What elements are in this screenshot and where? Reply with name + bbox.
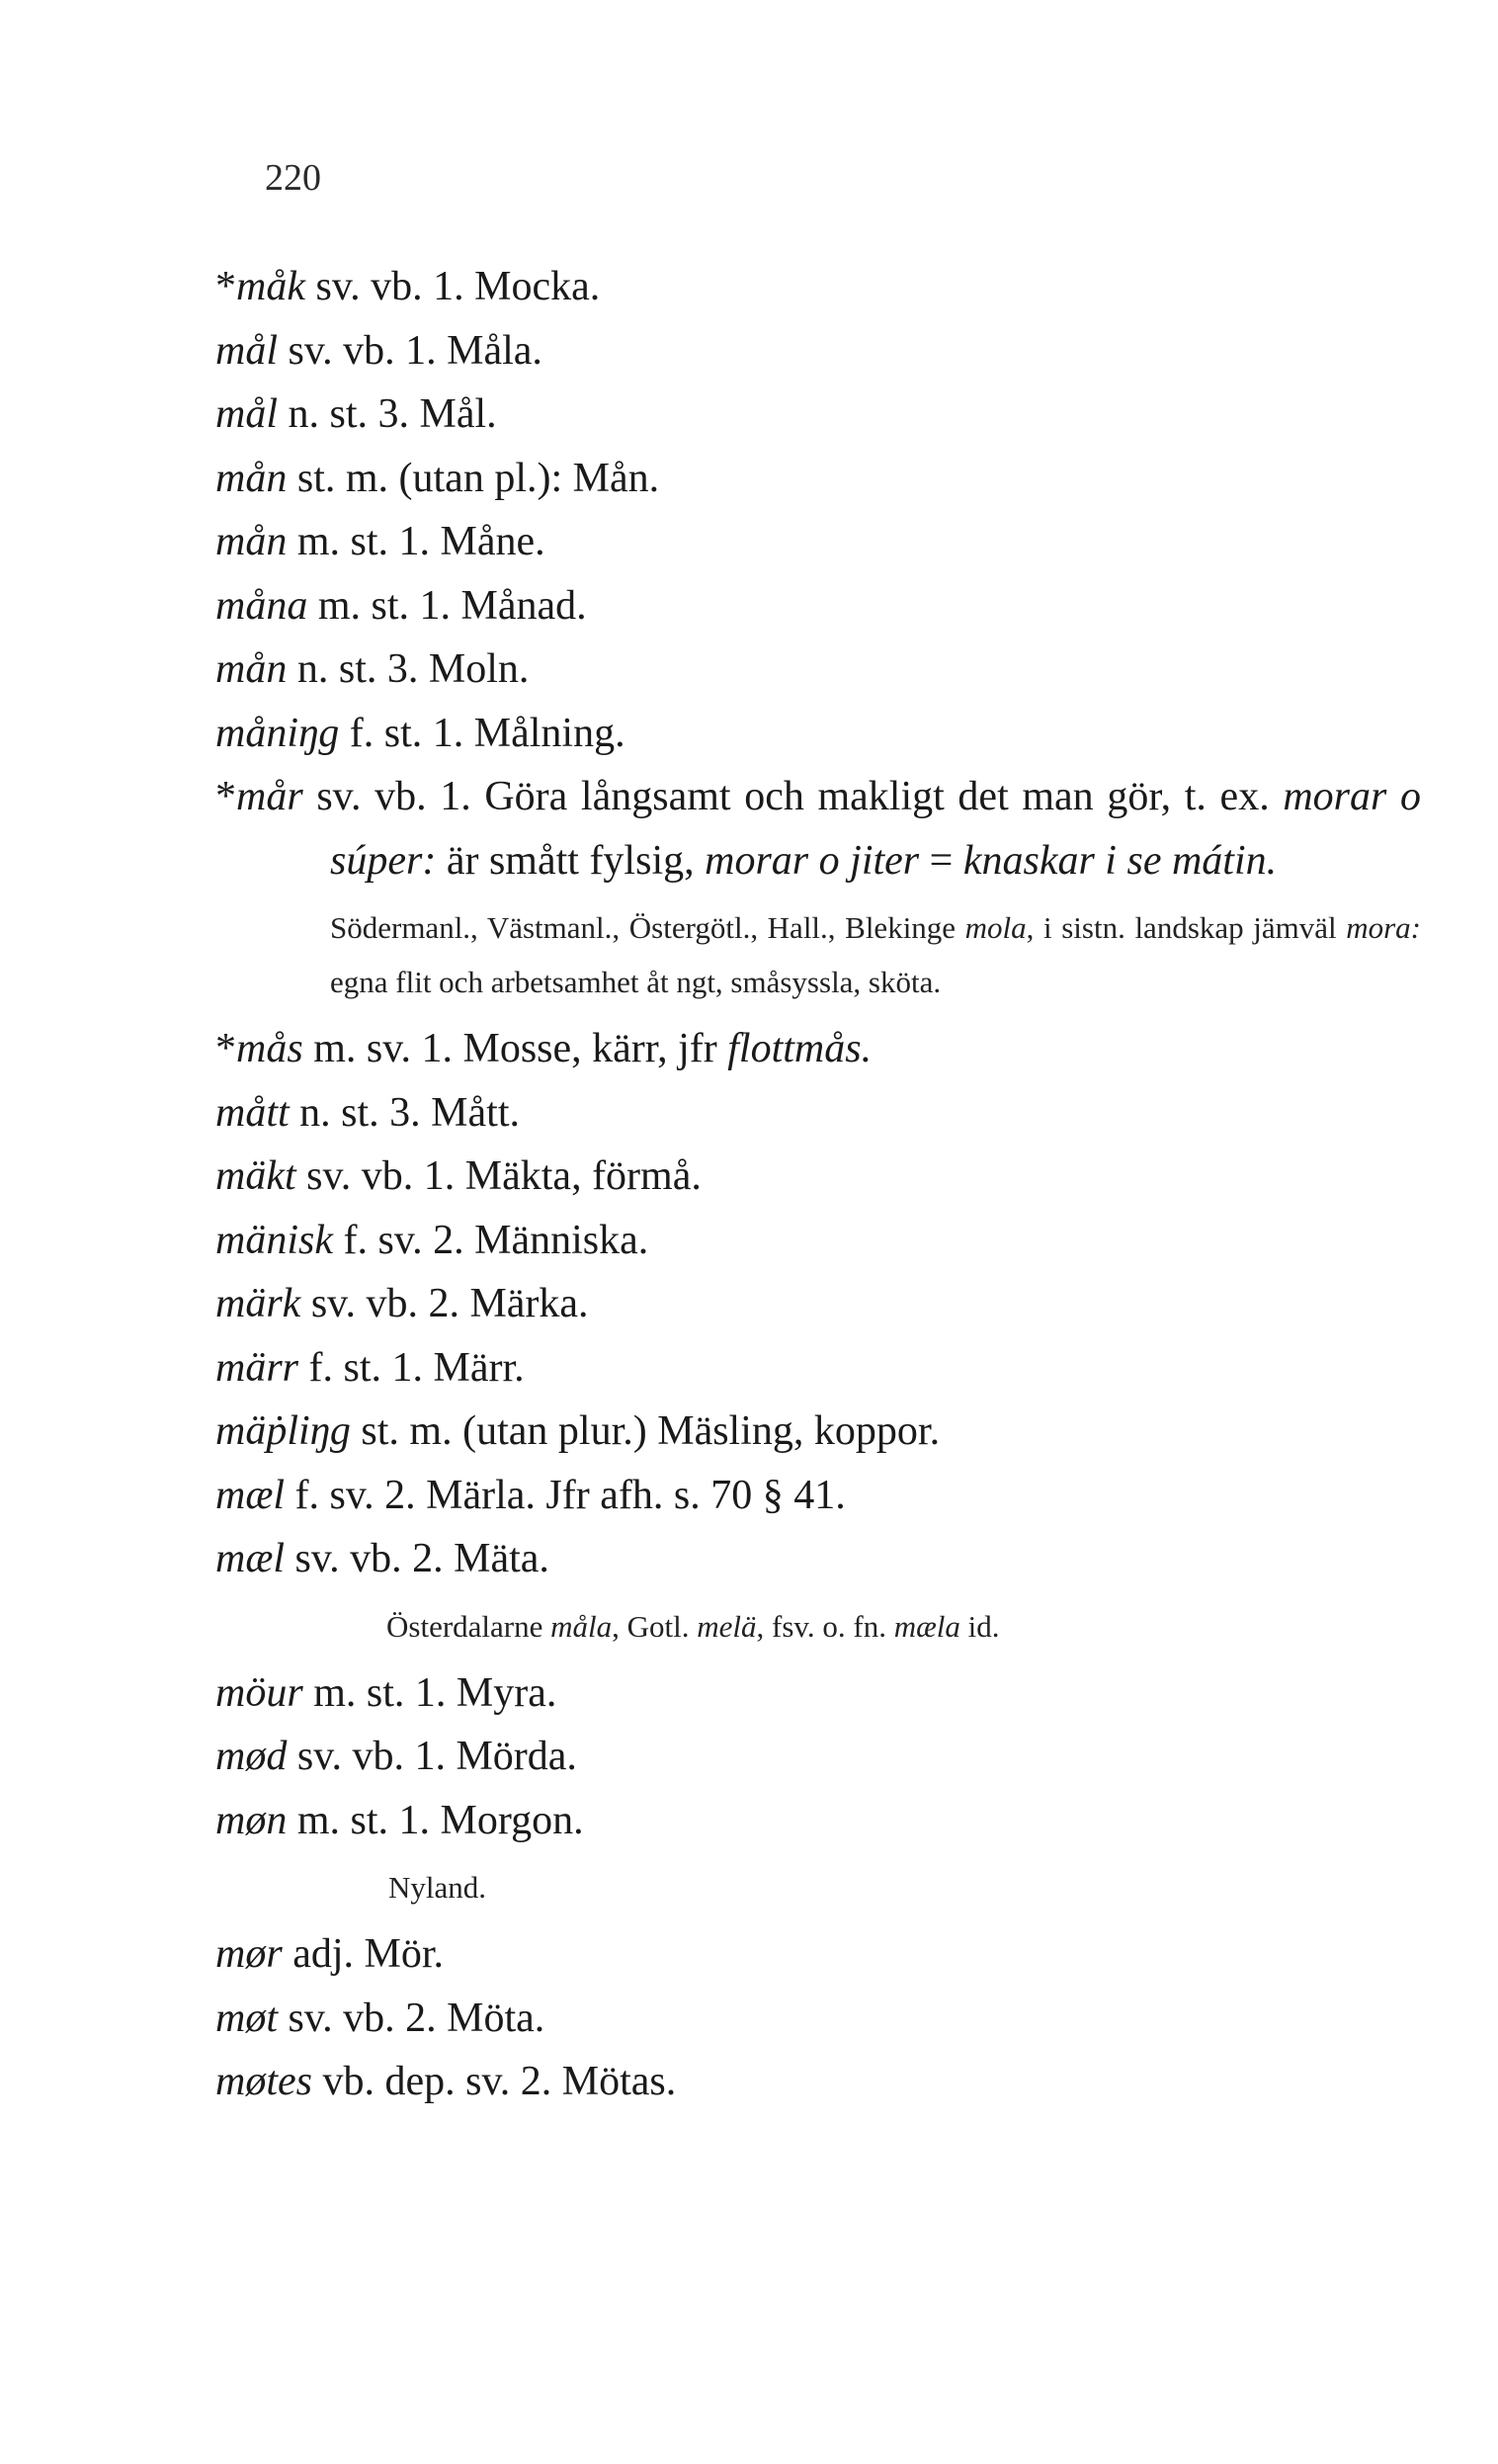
definition: m. st. 1. Månad. <box>307 582 587 629</box>
definition: sv. vb. 1. Måla. <box>278 327 542 374</box>
entry-motes <box>215 2050 1421 2114</box>
example: knaskar i se mátin. <box>962 837 1278 884</box>
note-text: , i sistn. landskap jämväl <box>1026 910 1347 945</box>
definition: f. sv. 2. Människa. <box>333 1217 649 1263</box>
example: morar o jiter <box>705 837 920 884</box>
definition: vb. dep. sv. 2. Mötas. <box>312 2059 677 2104</box>
headword: mån <box>215 646 288 692</box>
entry-man-m <box>215 510 1421 574</box>
entry-marr <box>215 1336 1421 1401</box>
entry-mael-f <box>215 1464 1421 1528</box>
entry-mak <box>215 255 1421 319</box>
definition: är smått fylsig, <box>436 837 706 884</box>
headword: måniŋg <box>215 710 340 756</box>
entry-mapling <box>215 1400 1421 1464</box>
headword: mås <box>236 1026 303 1071</box>
headword: mør <box>215 1931 283 1977</box>
dictionary-entries <box>215 255 1421 2114</box>
headword: mæl <box>215 1536 286 1581</box>
definition: f. sv. 2. Märla. Jfr afh. s. 70 § 41. <box>285 1472 846 1518</box>
note-text: , Gotl. <box>612 1608 698 1644</box>
note-form: mola <box>964 910 1027 945</box>
headword: møtes <box>215 2059 312 2104</box>
definition: = <box>919 837 963 884</box>
entry-man-st <box>215 447 1421 511</box>
definition: m. st. 1. Morgon. <box>287 1797 584 1843</box>
definition: sv. vb. 1. Mocka. <box>304 264 601 309</box>
note-text: Österdalarne <box>386 1608 551 1644</box>
definition: sv. vb. 1. Göra långsamt och makligt det man gör, t. ex. <box>302 774 1284 819</box>
definition: sv. vb. 1. Mörda. <box>287 1734 577 1779</box>
entry-manisk <box>215 1209 1421 1273</box>
note-mar <box>215 900 1421 1009</box>
entry-maning <box>215 702 1421 766</box>
entry-mal-vb <box>215 319 1421 383</box>
definition: n. st. 3. Mål. <box>278 391 497 437</box>
entry-makt <box>215 1145 1421 1209</box>
definition: f. st. 1. Märr. <box>298 1344 525 1391</box>
note-text: , fsv. o. fn. <box>756 1608 894 1644</box>
definition: adj. Mör. <box>282 1931 445 1977</box>
note-text: Södermanl., Västmanl., Östergötl., Hall., Blekinge <box>330 910 965 945</box>
note-text: egna flit och arbetsamhet åt ngt, småsyssla, sköta. <box>330 965 942 999</box>
headword: mød <box>215 1734 288 1779</box>
definition: sv. vb. 2. Mäta. <box>285 1536 549 1581</box>
note-text: id. <box>959 1608 1000 1644</box>
entry-mael-vb <box>215 1527 1421 1591</box>
headword: møn <box>215 1797 288 1843</box>
headword: mäṗliŋg <box>215 1408 351 1454</box>
entry-mal-n <box>215 382 1421 447</box>
headword: mån <box>215 519 288 564</box>
headword: mål <box>215 327 278 374</box>
definition: m. st. 1. Myra. <box>302 1669 557 1716</box>
note-morgon: Nyland. <box>388 1870 487 1905</box>
note-form: mora: <box>1346 910 1421 945</box>
headword: måna <box>215 582 308 629</box>
entry-mot <box>215 1987 1421 2051</box>
headword: mål <box>215 391 278 437</box>
definition: st. m. (utan pl.): Mån. <box>287 455 660 501</box>
headword: måk <box>236 264 305 309</box>
headword: märr <box>215 1344 299 1391</box>
note-form: mæla <box>893 1608 960 1644</box>
entry-mor <box>215 1922 1421 1987</box>
definition: sv. vb. 2. Möta. <box>278 1995 545 2041</box>
headword: märk <box>215 1281 301 1326</box>
definition: n. st. 3. Moln. <box>287 646 530 692</box>
entry-mar <box>215 765 1421 892</box>
headword: mån <box>215 455 288 501</box>
cross-reference: flottmås. <box>727 1026 873 1071</box>
entry-star: * <box>215 264 236 309</box>
definition: sv. vb. 2. Märka. <box>300 1281 589 1326</box>
entry-mour <box>215 1661 1421 1726</box>
definition: n. st. 3. Mått. <box>289 1089 521 1136</box>
entry-star: * <box>215 1026 236 1071</box>
definition: m. sv. 1. Mosse, kärr, jfr <box>302 1026 728 1071</box>
definition: f. st. 1. Målning. <box>339 710 625 756</box>
note-form: melä <box>697 1608 757 1644</box>
headword: mänisk <box>215 1217 333 1263</box>
entry-matt <box>215 1081 1421 1146</box>
headword: møt <box>215 1995 278 2041</box>
entry-mark <box>215 1272 1421 1336</box>
page-number: 220 <box>265 157 321 199</box>
note-form: måla <box>550 1608 613 1644</box>
definition: sv. vb. 1. Mäkta, förmå. <box>295 1153 702 1199</box>
headword: möur <box>215 1669 303 1716</box>
entry-mas <box>215 1017 1421 1081</box>
definition: st. m. (utan plur.) Mäsling, koppor. <box>350 1408 941 1454</box>
headword: mår <box>236 774 303 819</box>
headword: mått <box>215 1089 290 1136</box>
note-mata <box>215 1599 1421 1654</box>
example: morar o súper: <box>330 774 1421 884</box>
definition: m. st. 1. Måne. <box>287 519 545 564</box>
entry-mana <box>215 574 1421 638</box>
headword: mäkt <box>215 1153 296 1199</box>
entry-mon <box>215 1789 1421 1853</box>
entry-star: * <box>215 774 236 819</box>
entry-man-n <box>215 637 1421 702</box>
entry-mod <box>215 1725 1421 1789</box>
headword: mæl <box>215 1472 286 1518</box>
